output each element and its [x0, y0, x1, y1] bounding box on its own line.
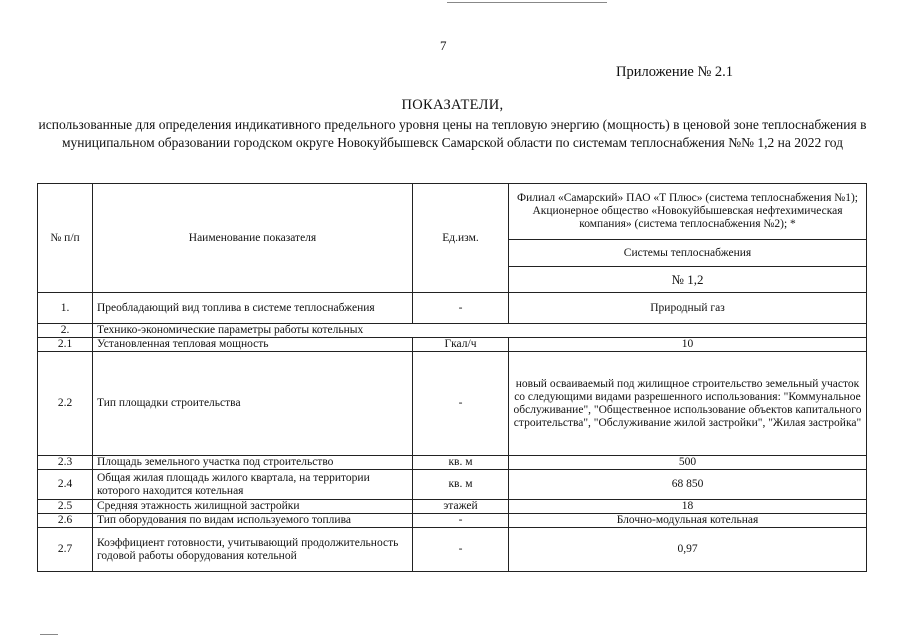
table-row — [38, 470, 867, 500]
row-unit: - — [413, 514, 509, 528]
header-organization: Филиал «Самарский» ПАО «Т Плюс» (система теплоснабжения №1); Акционерное общество «Новокуйбышевская нефтехимическая компания» (система теплоснабжения №2); * — [509, 184, 867, 240]
table-row — [38, 528, 867, 572]
table-row — [38, 324, 867, 338]
header-num: № п/п — [38, 184, 93, 293]
row-num: 2.5 — [38, 500, 93, 514]
header-systems: Системы теплоснабжения — [509, 240, 867, 267]
row-name: Тип площадки строительства — [93, 352, 413, 456]
row-unit: - — [413, 352, 509, 456]
table-row — [38, 514, 867, 528]
row-unit: этажей — [413, 500, 509, 514]
row-value: Природный газ — [509, 293, 867, 324]
row-name: Коэффициент готовности, учитывающий продолжительность годовой работы оборудования котельной — [93, 528, 413, 572]
row-num: 2.6 — [38, 514, 93, 528]
row-num: 2.1 — [38, 338, 93, 352]
header-name: Наименование показателя — [93, 184, 413, 293]
row-name: Установленная тепловая мощность — [93, 338, 413, 352]
row-unit: кв. м — [413, 470, 509, 500]
row-value: новый осваиваемый под жилищное строительство земельный участок со следующими видами разрешенного использования: "Коммунальное обслуживание", "Общественное использование объектов капитального строительства", "Обслуживание жилой застройки", "Жилая застройка" — [509, 352, 867, 456]
row-unit: кв. м — [413, 456, 509, 470]
row-unit: Гкал/ч — [413, 338, 509, 352]
row-name: Тип оборудования по видам используемого топлива — [93, 514, 413, 528]
page-number: 7 — [440, 38, 447, 53]
row-num: 1. — [38, 293, 93, 324]
table-row — [38, 293, 867, 324]
bottom-mark-line — [40, 634, 58, 635]
row-name: Технико-экономические параметры работы котельных — [93, 324, 867, 338]
row-value: Блочно-модульная котельная — [509, 514, 867, 528]
row-name: Средняя этажность жилищной застройки — [93, 500, 413, 514]
row-value: 68 850 — [509, 470, 867, 500]
row-num: 2.3 — [38, 456, 93, 470]
row-value: 500 — [509, 456, 867, 470]
row-name: Общая жилая площадь жилого квартала, на территории которого находится котельная — [93, 470, 413, 500]
indicators-table — [37, 183, 867, 572]
top-divider-line — [447, 2, 607, 3]
row-value: 0,97 — [509, 528, 867, 572]
table-row — [38, 352, 867, 456]
appendix-label: Приложение № 2.1 — [616, 64, 734, 80]
table-row — [38, 500, 867, 514]
row-num: 2.7 — [38, 528, 93, 572]
table-row — [38, 338, 867, 352]
row-name: Преобладающий вид топлива в системе теплоснабжения — [93, 293, 413, 324]
table-row — [38, 456, 867, 470]
document-subtitle: использованные для определения индикативного предельного уровня цены на тепловую энергию (мощность) в ценовой зоне теплоснабжения в муниципальном образовании городском округе Новокуйбышевск Самарской области по системам теплоснабжения №№ 1,2 на 2022 год — [38, 117, 867, 150]
row-value: 18 — [509, 500, 867, 514]
header-unit: Ед.изм. — [413, 184, 509, 293]
row-name: Площадь земельного участка под строительство — [93, 456, 413, 470]
header-system-numbers: № 1,2 — [509, 267, 867, 293]
row-unit: - — [413, 293, 509, 324]
row-num: 2.2 — [38, 352, 93, 456]
row-value: 10 — [509, 338, 867, 352]
row-num: 2.4 — [38, 470, 93, 500]
row-num: 2. — [38, 324, 93, 338]
row-unit: - — [413, 528, 509, 572]
document-heading: ПОКАЗАТЕЛИ, — [401, 97, 504, 113]
